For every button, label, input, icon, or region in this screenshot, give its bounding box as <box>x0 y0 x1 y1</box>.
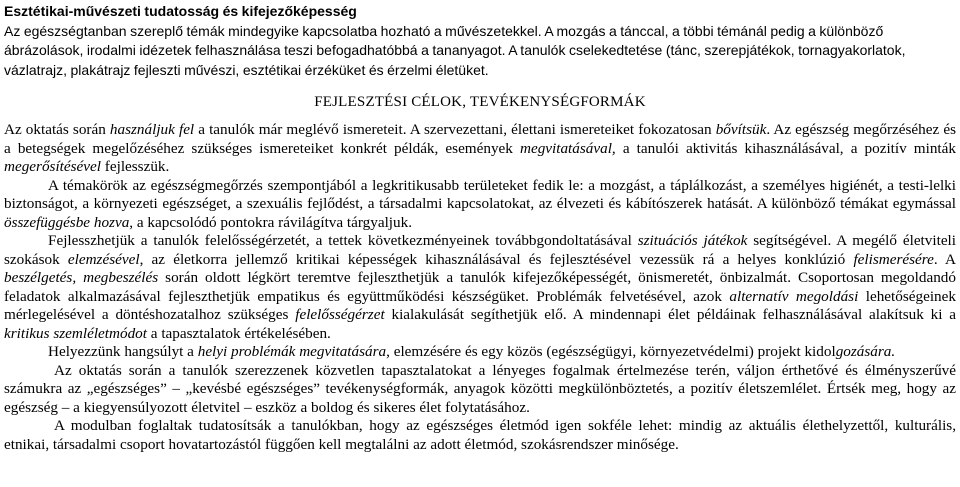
paragraph-2 <box>4 177 956 233</box>
paragraph-4 <box>4 343 956 362</box>
emphasis: beszélgetés, megbeszélés <box>4 269 159 287</box>
emphasis: gozására. <box>835 343 896 361</box>
text-run: Fejlesszhetjük a tanulók felelősségérzetét, a tettek következményeinek továbbgondoltatásával <box>48 232 638 250</box>
paragraph-1 <box>4 121 956 177</box>
text-run: segítségével. A megélő életviteli szokások <box>4 232 956 268</box>
emphasis: megvitatásával, <box>519 139 616 157</box>
text-run: a tanulói aktivitás kihasználásával, a pozitív minták <box>615 139 956 157</box>
text-run: a tapasztalatok értékelésében. <box>147 324 331 342</box>
emphasis: megerősítésével <box>4 158 101 176</box>
emphasis: szituációs játékok <box>637 232 748 250</box>
text-run: . A <box>933 250 956 268</box>
text-run: , az életkorra jellemző kritikai képességek kihasználásával és fejlesztésével vezessük rá a helyes konklúzió <box>139 250 854 268</box>
text-run: során oldott légkört teremtve fejleszthetjük a tanulók kifejezőképességét, önismeretét, önbizalmát. Csoportosan megoldandó feladatok alkalmazásával fejleszthetjük empatikus és együttműködési készségüket. Problémák felvetésével, azok <box>4 269 956 305</box>
text-run: A témakörök az egészségmegőrzés szempontjából a legkritikusabb területeket fedik le: a mozgást, a táplálkozást, a személyes higiénét, a testi-lelki biztonságot, a környezeti egészséget, a szexuális fejlődést, a társadalmi kapcsolatokat, az élvezeti és kábítószerek hatását. A különböző témákat egymással <box>4 176 956 213</box>
paragraph-3 <box>4 232 956 343</box>
text-run: , elemzésére és egy közös (egészségügyi, környezetvédelmi) projekt kidol <box>386 343 836 361</box>
text-run: , a kapcsolódó pontokra rávilágítva tárgyaljuk. <box>129 213 413 231</box>
intro-text: Az egészségtanban szereplő témák mindegyike kapcsolatba hozható a művészetekkel. A mozgás a tánccal, a többi témánál pedig a különböző ábrázolások, irodalmi idézetek felhasználása teszi befogadhatóbbá a tananyagot. A tanulók cselekedtetése (tánc, szerepjátékok, tornagyakorlatok, vázlatrajz, plakátrajz fejleszti művészi, esztétikai érzéküket és érzelmi életüket. <box>4 22 906 78</box>
text-run: a tanulók már meglévő ismereteit. A szervezettani, élettani ismereteiket fokozatosan <box>194 121 716 139</box>
emphasis: felelősségérzet <box>295 306 385 324</box>
paragraph-5: Az oktatás során a tanulók szerezzenek közvetlen tapasztalatokat a lényeges fogalmak értelmezése terén, váljon érthetővé és élményszerűvé számukra az „egészséges” – „kevésbé egészséges” tevékenységformák, anyagok közötti megkülönböztetés, a pozitív életszemlélet. Értsék meg, hogy az egészség – a kiegyensúlyozott életvitel – eszköz a boldog és sikeres élet folytatásához. <box>4 361 956 416</box>
text-run: Helyezzünk hangsúlyt a <box>48 343 198 361</box>
emphasis: elemzésével <box>67 250 140 268</box>
body-text <box>4 121 956 454</box>
emphasis: kritikus szemléletmódot <box>4 324 147 342</box>
emphasis: alternatív megoldási <box>729 287 859 305</box>
text-run: kialakulását segíthetjük elő. A mindennapi élet példáinak felhasználásával alakítsuk ki a <box>384 306 957 324</box>
emphasis: felismerésére <box>853 250 934 268</box>
text-run: . Az egészség megőrzéséhez és a betegségek megelőzéséhez szükséges ismereteiket konkrét példák, események <box>4 121 956 157</box>
text-run: fejlesszük. <box>101 158 170 176</box>
paragraph-6: A modulban foglaltak tudatosítsák a tanulókban, hogy az egészséges életmód igen sokféle lehet: mindig az aktuális élethelyzettől, kulturális, etnikai, társadalmi csoport hovatartozástól függően kell megtalálni az adott életmód, szokásrendszer minősége. <box>4 417 956 453</box>
emphasis: összefüggésbe hozva <box>4 213 130 231</box>
emphasis: helyi problémák megvitatására <box>197 343 387 361</box>
emphasis: bővítsük <box>715 121 767 139</box>
text-run: lehetőségeinek mérlegelésével a döntéshozatalhoz szükséges <box>4 287 956 324</box>
intro-section <box>4 2 956 80</box>
section-title: FEJLESZTÉSI CÉLOK, TEVÉKENYSÉGFORMÁK <box>314 94 646 111</box>
text-run: Az oktatás során <box>4 121 110 139</box>
emphasis: használjuk fel <box>109 121 195 139</box>
intro-heading: Esztétikai-művészeti tudatosság és kifejezőképesség <box>4 3 357 19</box>
